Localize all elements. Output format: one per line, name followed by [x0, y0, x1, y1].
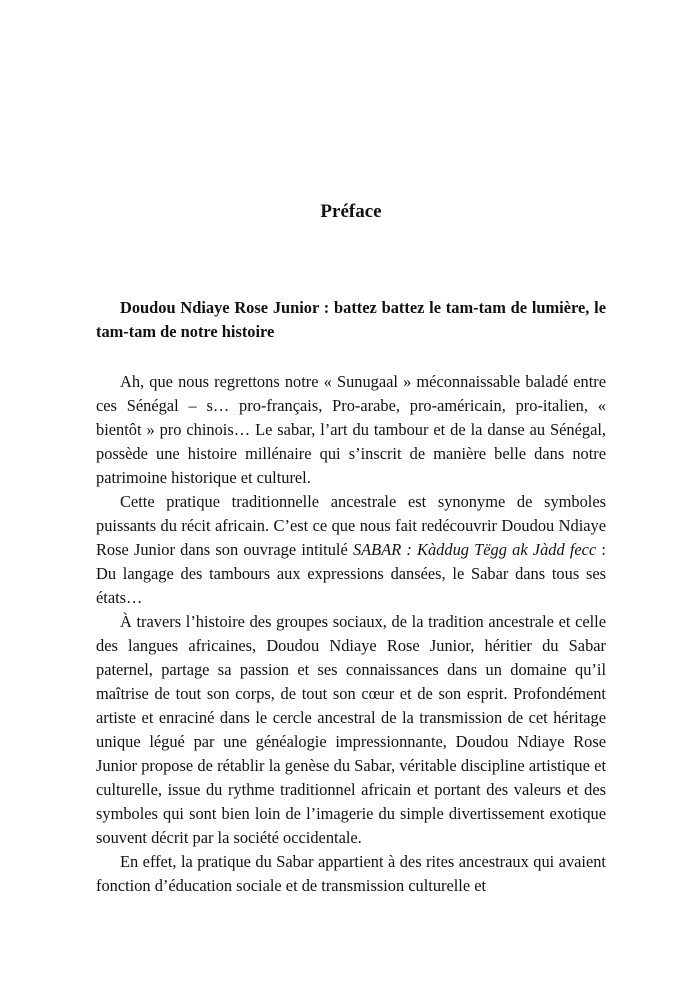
section-heading: Doudou Ndiaye Rose Junior : battez battez le tam-tam de lumière, le tam-tam de notre histoire [96, 298, 606, 341]
body-text [96, 370, 606, 898]
paragraph-2 [96, 490, 606, 610]
paragraph-4: En effet, la pratique du Sabar appartient à des rites ancestraux qui avaient fonction d’éducation sociale et de transmission culturelle et [96, 852, 606, 895]
book-title-italic: SABAR : Kàddug Tëgg ak Jàdd fecc [352, 540, 597, 559]
paragraph-2-text-b: : Du langage des tambours aux expressions dansées, le Sabar dans tous ses états… [96, 540, 606, 607]
paragraph-3: À travers l’histoire des groupes sociaux, de la tradition ancestrale et celle des langues africaines, Doudou Ndiaye Rose Junior, héritier du Sabar paternel, partage sa passion et ses connaissances dans un domaine qu’il maîtrise de tout son corps, de tout son cœur et de son esprit. Profondément artiste et enraciné dans le cercle ancestral de la transmission de cet héritage unique légué par une généalogie impressionnante, Doudou Ndiaye Rose Junior propose de rétablir la genèse du Sabar, véritable discipline artistique et culturelle, issue du rythme traditionnel africain et portant des valeurs et des symboles qui sont bien loin de l’imagerie du simple divertissement exotique souvent décrit par la société occidentale. [96, 612, 606, 847]
paragraph-1: Ah, que nous regrettons notre « Sunugaal » méconnaissable baladé entre ces Sénégal – s… pro-français, Pro-arabe, pro-américain, pro-italien, « bientôt » pro chinois… Le sabar, l’art du tambour et de la danse au Sénégal, possède une histoire millénaire qui s’inscrit de manière belle dans notre patrimoine historique et culturel. [96, 372, 606, 487]
page-title: Préface [320, 201, 382, 222]
paragraph-2-text-a: Cette pratique traditionnelle ancestrale est synonyme de symboles puissants du récit africain. C’est ce que nous fait redécouvrir Doudou Ndiaye Rose Junior dans son ouvrage intitulé [96, 492, 606, 559]
book-page [96, 0, 606, 992]
